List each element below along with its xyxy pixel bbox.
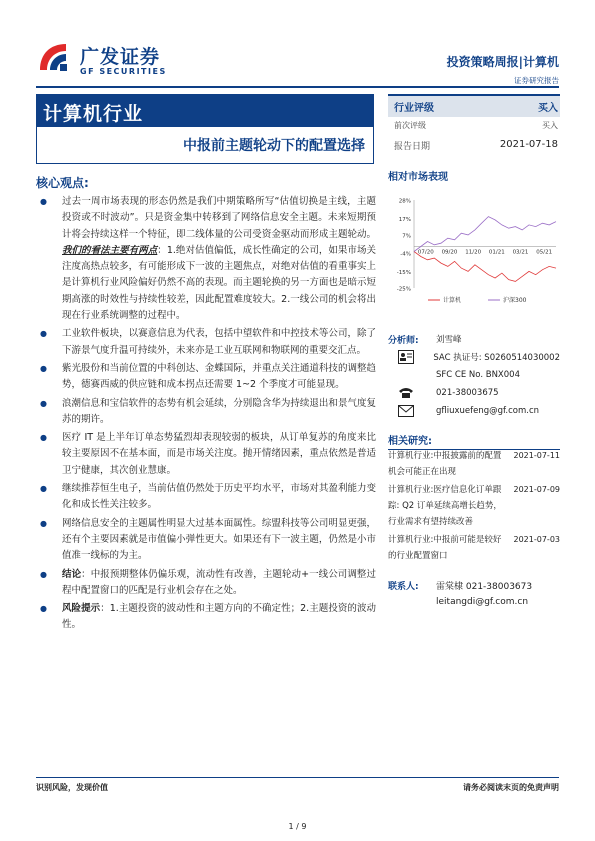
y-tick-label: -15%	[396, 269, 411, 276]
report-type: 投资策略周报|计算机	[446, 55, 559, 69]
analyst-sfc: SFC CE No. BNX004	[436, 370, 520, 380]
related-research-title-text[interactable]: 计算机行业:中报前可能是较好的行业配置窗口	[388, 535, 502, 561]
bullet-text: 紫光股份和当前位置的中科创达、金蝶国际，并重点关注通道科技的调整趋势，德赛西威的供应链和成本拐点还需要 1~2 个季度才可能显现。	[62, 362, 376, 391]
related-research-list	[388, 448, 560, 566]
legend-label: 沪深300	[503, 297, 527, 304]
x-tick-label: 11/20	[465, 249, 482, 256]
core-view-bullet	[36, 361, 376, 394]
logo-english-name: GF SECURITIES	[80, 67, 167, 76]
id-card-icon	[388, 348, 433, 366]
footer-disclaimer: 请务必阅读末页的免责声明	[463, 783, 559, 792]
contact-info	[388, 580, 560, 610]
core-view-bullet	[36, 516, 376, 565]
y-tick-label: -4%	[400, 251, 411, 258]
core-view-bullet	[36, 430, 376, 479]
report-date-row	[388, 136, 560, 155]
phone-icon	[388, 384, 436, 402]
analyst-title	[388, 316, 560, 318]
core-view-bullet	[36, 326, 376, 359]
core-view-bullet	[36, 567, 376, 600]
y-tick-label: 7%	[402, 233, 411, 240]
analyst-phone-row	[388, 384, 560, 402]
company-logo	[36, 40, 166, 80]
relative-performance-chart	[388, 188, 560, 306]
contact-label: 联系人:	[388, 582, 419, 592]
analyst-sfc-row	[388, 366, 560, 384]
x-tick-label: 09/20	[441, 249, 458, 256]
core-view-bullet	[36, 396, 376, 429]
previous-rating-row	[388, 117, 560, 134]
contact-name-phone: 雷棠棣 021-38003673	[436, 582, 533, 592]
analyst-email-row	[388, 402, 560, 420]
contact-email[interactable]: leitangdi@gf.com.cn	[436, 597, 529, 607]
header-right	[447, 53, 559, 86]
rating-label: 行业评级	[394, 103, 434, 114]
analyst-name-row	[388, 330, 560, 348]
related-research-title-text[interactable]: 计算机行业:中报披露前的配置机会可能正在出现	[388, 451, 502, 477]
bullet-text: 浪潮信息和宝信软件的态势有机会延续，分别隐含华为持续退出和景气度复苏的期许。	[62, 397, 376, 425]
bullet-text: ：1.主题投资的波动性和主题方向的不确定性；2.主题投资的波动性。	[62, 603, 376, 631]
bullet-text: 工业软件板块，以赛意信息为代表，包括中望软件和中控技术等公司，除了下游景气度升温可持续外，未来亦是工业互联网和物联网的重要交汇点。	[62, 328, 376, 356]
core-views-title: 核心观点:	[36, 176, 89, 190]
analyst-info	[388, 330, 560, 420]
legend-label: 计算机	[443, 297, 462, 304]
core-view-bullet	[36, 601, 376, 634]
header-divider	[36, 86, 559, 88]
contact-row	[388, 580, 560, 595]
chart-title: 相对市场表现	[388, 172, 448, 183]
analyst-email[interactable]: gfliuxuefeng@gf.com.cn	[436, 406, 540, 416]
analyst-label: 分析师:	[388, 335, 419, 346]
x-tick-label: 01/21	[488, 249, 505, 256]
related-research-item[interactable]	[388, 532, 560, 564]
rating-box	[388, 94, 560, 155]
industry-rating-row	[388, 94, 560, 117]
core-views-body	[36, 194, 376, 636]
bullet-text-tail: ：1.绝对估值偏低，成长性确定的公司，如果市场关注度高热点较多，有可能形成下一波的主题焦点，对绝对估值的看重事实上是计算机行业风险偏好仍然不高的表现。而主题轮换的另一方面也是暗示短期高涨的时效性与持续性较差，因此配置难度较大。2.一线公司的机会将出现在行业系统调整的过程中。	[62, 244, 376, 322]
related-research-date: 2021-07-03	[513, 535, 560, 544]
x-tick-label: 07/20	[417, 249, 434, 256]
y-tick-label: 17%	[398, 216, 411, 223]
related-research-title-text[interactable]: 计算机行业:医疗信息化订单跟踪: Q2 订单延续高增长趋势，行业需求有望持续改善	[388, 485, 502, 527]
analyst-phone: 021-38003675	[436, 388, 499, 398]
related-research-title: 相关研究:	[388, 432, 560, 450]
email-icon	[388, 402, 436, 420]
core-view-bullet	[36, 481, 376, 514]
bullet-text: 过去一周市场表现的形态仍然是我们中期策略所写“估值切换是主线，主题投资或不时波动”。只是资金集中转移到了网络信息安全主题。未来短期预计将会持续这样一个特征，即二线体量的公司受资金驱动而形成主题轮动。	[62, 196, 376, 240]
report-title: 中报前主题轮动下的配置选择	[183, 138, 365, 154]
x-tick-label: 03/21	[512, 249, 529, 256]
rating-value: 买入	[538, 103, 558, 114]
page-number: 1 / 9	[288, 822, 307, 831]
bullet-text: 医疗 IT 是上半年订单态势猛烈却表现较弱的板块，从订单复苏的角度来比较主要原因不在基本面，而是市场关注度。抛开情绪因素，重点依然是普适卫宁健康，其次创业慧康。	[62, 432, 376, 476]
y-tick-label: -25%	[396, 286, 411, 293]
title-banner	[36, 94, 374, 164]
footer-divider	[36, 777, 559, 778]
prev-rating-value: 买入	[542, 121, 558, 130]
analyst-name: 刘雪峰	[436, 335, 462, 345]
bullet-emphasis: 我们的看法主要有两点	[62, 244, 158, 256]
bullet-lead: 风险提示	[62, 603, 101, 615]
series-line-计算机	[414, 252, 556, 282]
bullet-text: 网络信息安全的主题属性明显大过基本面属性。综盟科技等公司明显更强，还有个主要因素就是市值偏小弹性更大。如果还有下一波主题，仍然是小市值准一线标的为主。	[62, 517, 376, 562]
report-subtype: 证券研究报告	[514, 76, 559, 85]
report-date-label: 报告日期	[394, 142, 431, 152]
gf-logo-icon	[36, 40, 74, 78]
prev-rating-label: 前次评级	[394, 121, 426, 130]
footer-slogan: 识别风险，发现价值	[36, 783, 108, 792]
bullet-lead: 结论	[62, 568, 82, 580]
analyst-sac-row	[388, 348, 560, 366]
related-research-date: 2021-07-09	[513, 485, 560, 494]
bullet-text: ：中报预期整体仍偏乐观，流动性有改善，主题轮动+一线公司调整过程中配置窗口的匹配是行业机会存在之处。	[62, 568, 376, 596]
core-view-bullet	[36, 194, 376, 324]
report-date-value: 2021-07-18	[499, 139, 558, 150]
y-tick-label: 28%	[398, 198, 411, 205]
related-research-date: 2021-07-11	[513, 451, 560, 460]
x-tick-label: 05/21	[536, 249, 553, 256]
related-research-item[interactable]	[388, 448, 560, 480]
logo-chinese-name: 广发证券	[80, 46, 161, 68]
analyst-sac: SAC 执证号: S0260514030002	[433, 353, 560, 363]
bullet-text: 继续推荐恒生电子，当前估值仍然处于历史平均水平，市场对其盈利能力变化和成长性关注较多。	[62, 483, 376, 511]
related-research-item[interactable]	[388, 482, 560, 530]
industry-title: 计算机行业	[37, 95, 373, 127]
